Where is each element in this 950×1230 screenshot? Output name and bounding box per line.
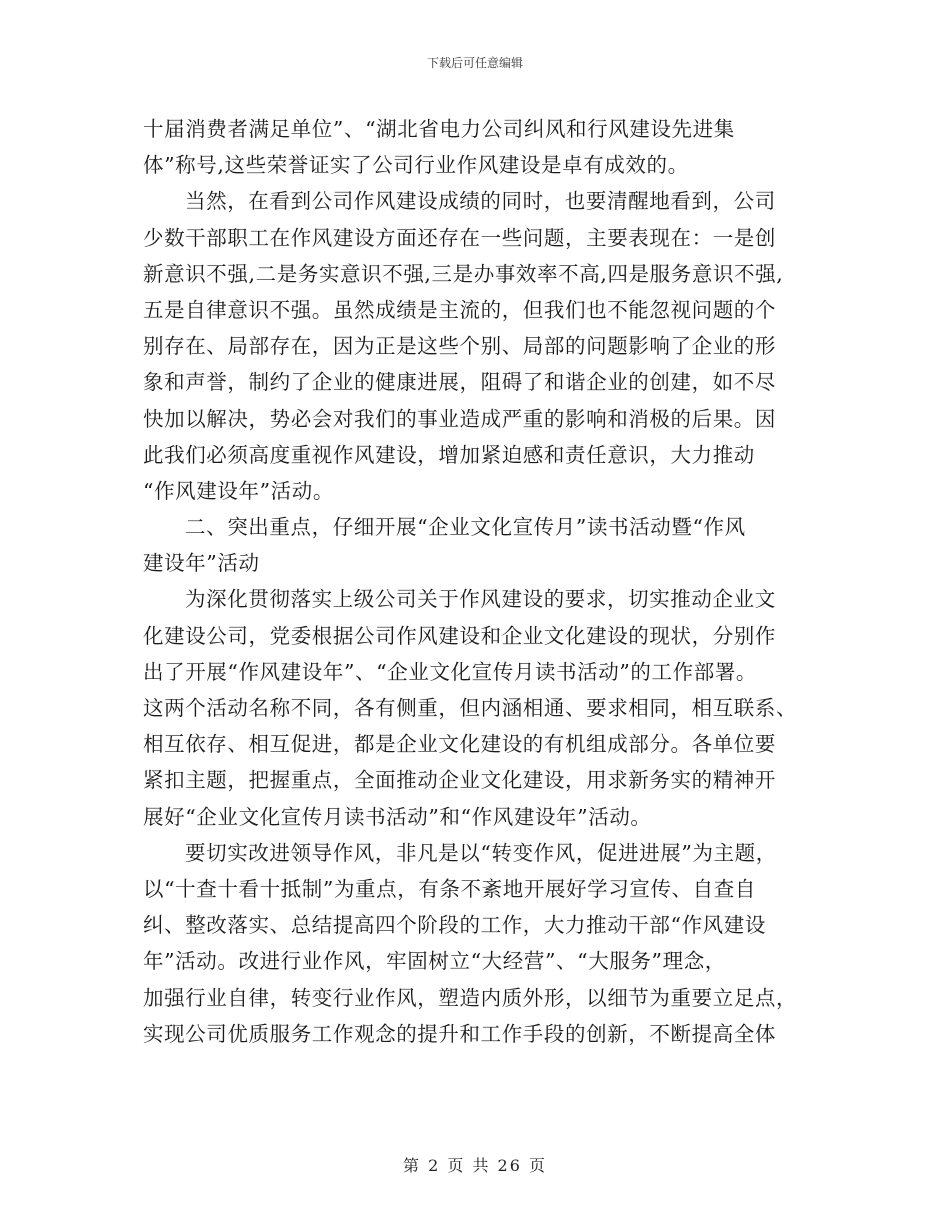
text-line: 实现公司优质服务工作观念的提升和工作手段的创新，不断提高全体 [143,1021,776,1046]
text-line: 以“十查十看十抵制”为重点，有条不紊地开展好学习宣传、自查自 [143,876,756,901]
text-line: 为深化贯彻落实上级公司关于作风建设的要求，切实推动企业文 [185,587,776,612]
text-line: 快加以解决，势必会对我们的事业造成严重的影响和消极的后果。因 [143,406,776,431]
text-line: 化建设公司，党委根据公司作风建设和企业文化建设的现状，分别作 [143,623,776,648]
page-footer: 第 2 页 共 26 页 [403,1156,547,1175]
text-line: 出了开展“作风建设年”、“企业文化宣传月读书活动”的工作部署。 [143,659,758,684]
text-line: 体”称号,这些荣誉证实了公司行业作风建设是卓有成效的。 [143,153,689,178]
text-line: 相互依存、相互促进，都是企业文化建设的有机组成部分。各单位要 [143,732,776,757]
text-line: 年”活动。改进行业作风，牢固树立“大经营”、“大服务”理念， [143,949,726,974]
text-line: 纠、整改落实、总结提高四个阶段的工作，大力推动干部“作风建设 [143,913,766,938]
text-line: 这两个活动名称不同，各有侧重，但内涵相通、要求相同，相互联系、 [143,696,798,720]
text-line: 象和声誉，制约了企业的健康进展，阻碍了和谐企业的创建，如不尽 [143,370,776,395]
text-line: 此我们必须高度重视作风建设，增加紧迫感和责任意识，大力推动 [143,442,755,467]
text-line: 加强行业自律，转变行业作风，塑造内质外形，以细节为重要立足点， [143,985,798,1010]
text-line: 二、突出重点，仔细开展“企业文化宣传月”读书活动暨“作风 [185,515,746,540]
text-line: 建设年”活动 [143,551,260,576]
text-line: 紧扣主题，把握重点，全面推动企业文化建设，用求新务实的精神开 [143,768,776,793]
page-header: 下载后可任意编辑 [426,56,523,70]
document-body [143,111,818,1052]
text-line: 新意识不强,二是务实意识不强,三是办事效率不高,四是服务意识不强, [143,261,784,286]
text-line: 当然，在看到公司作风建设成绩的同时，也要清醒地看到，公司 [185,189,776,214]
text-line: 五是自律意识不强。虽然成绩是主流的，但我们也不能忽视问题的个 [143,297,776,322]
text-line: 别存在、局部存在，因为正是这些个别、局部的问题影响了企业的形 [143,334,776,359]
text-line: 要切实改进领导作风，非凡是以“转变作风，促进进展”为主题， [185,840,777,865]
text-line: 少数干部职工在作风建设方面还存在一些问题，主要表现在：一是创 [143,225,776,250]
text-line: 展好“企业文化宣传月读书活动”和“作风建设年”活动。 [143,804,652,829]
text-line: “作风建设年”活动。 [143,478,334,503]
text-line: 十届消费者满足单位”、“湖北省电力公司纠风和行风建设先进集 [143,117,735,141]
